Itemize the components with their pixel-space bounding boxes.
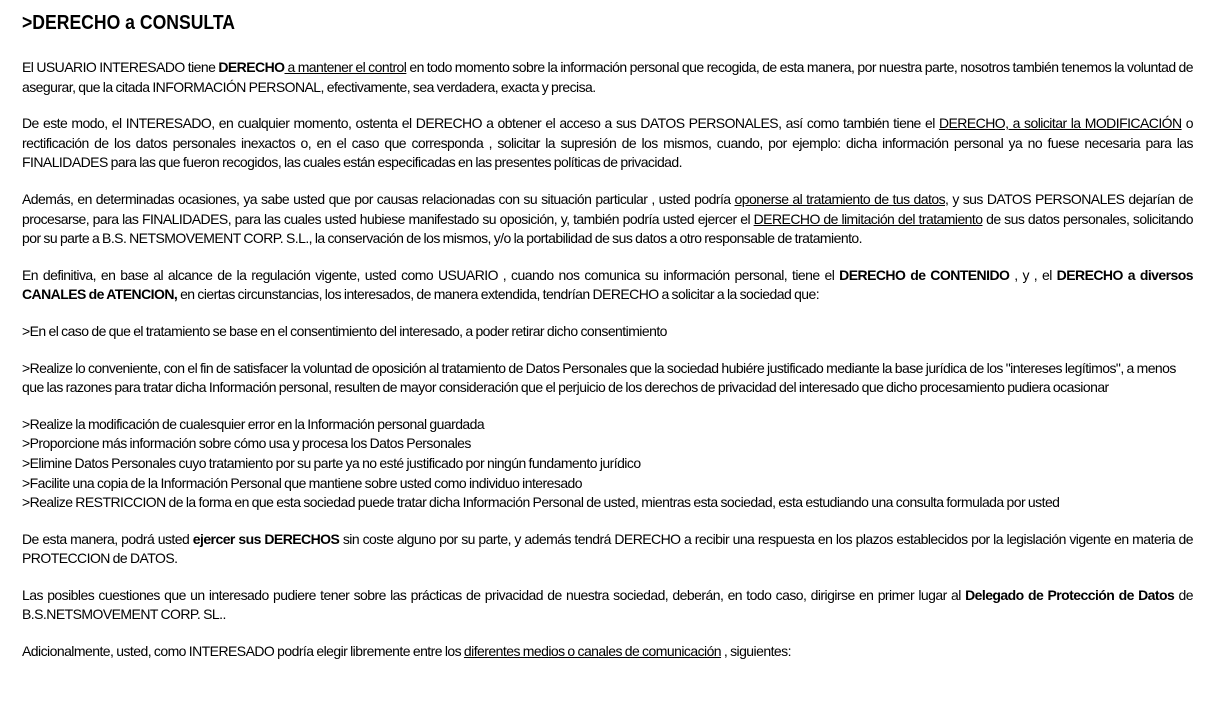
content-right-bold: DERECHO de CONTENIDO	[839, 266, 1010, 283]
paragraph-control: El USUARIO INTERESADO tiene DERECHO a mantener el control en todo momento sobre la información personal que recogida, de esta manera, por nuestra parte, nosotros también tenemos la voluntad de asegurar, que la citada INFORMACIÓN PERSONAL, efectivamente, sea verdadera, exacta y precisa.	[22, 59, 1194, 95]
paragraph-opposition: Además, en determinadas ocasiones, ya sabe usted que por causas relacionadas con su situación particular , usted podría oponerse al tratamiento de tus datos, y sus DATOS PERSONALES dejarían de procesarse, para las FINALIDADES, para las cuales usted hubiese manifestado su oposición, y, también podría usted ejercer el DERECHO de limitación del tratamiento de sus datos personales, solicitando por su parte a B.S. NETSMOVEMENT CORP. S.L., la conservación de los mismos, y/o la portabilidad de sus datos a otro responsable de tratamiento.	[22, 190, 1193, 247]
control-link[interactable]: a mantener el control	[284, 59, 407, 75]
list-item: >Proporcione más información sobre cómo usa y procesa los Datos Personales	[22, 435, 471, 452]
modification-link[interactable]: DERECHO, a solicitar la MODIFICACIÓN	[938, 115, 1182, 132]
paragraph-dpo: Las posibles cuestiones que un interesado pudiere tener sobre las prácticas de privacidad de nuestra sociedad, deberán, en todo caso, dirigirse en primer lugar al Delegado de Protección de Datos de B.S.NETSMOVEMENT CORP. SL..	[22, 586, 1193, 623]
dpo-bold: Delegado de Protección de Datos	[965, 586, 1175, 603]
paragraph-access: De este modo, el INTERESADO, en cualquier momento, ostenta el DERECHO a obtener el acceso a sus DATOS PERSONALES, así como también tiene el DERECHO, a solicitar la MODIFICACIÓN o rectificación de los datos personales inexactos o, en el caso que corresponda , solicitar la supresión de los mismos, cuando, por ejemplo: dicha información personal ya no fuese necesaria para las FINALIDADES para las que fueron recogidos, las cuales están especificadas en las presentes políticas de privacidad.	[22, 115, 1193, 171]
list-item: >Facilite una copia de la Información Personal que mantiene sobre usted como individuo interesado	[22, 474, 583, 491]
exercise-rights-bold: ejercer sus DERECHOS	[192, 530, 340, 547]
channels-right-bold: DERECHO a diversos CANALES de ATENCION,	[22, 266, 1194, 303]
paragraph-rights: En definitiva, en base al alcance de la regulación vigente, usted como USUARIO , cuando nos comunica su información personal, tiene el DERECHO de CONTENIDO , y , el DERECHO a diversos CANALES de ATENCION, en ciertas circunstancias, los interesados, de manera extendida, tendrían DERECHO a solicitar a la sociedad que:	[22, 266, 1194, 303]
list-item: >Realize la modificación de cualesquier error en la Información personal guardada	[22, 415, 485, 432]
channels-link[interactable]: diferentes medios o canales de comunicación	[463, 643, 722, 660]
paragraph-consent: >En el caso de que el tratamiento se base en el consentimiento del interesado, a poder retirar dicho consentimiento	[22, 322, 667, 339]
list-item: >Realize RESTRICCION de la forma en que esta sociedad puede tratar dicha Información Personal de usted, mientras esta sociedad, esta estudiando una consulta formulada por usted	[22, 494, 1060, 511]
derecho-bold: DERECHO	[218, 59, 285, 75]
paragraph-exercise: De esta manera, podrá usted ejercer sus DERECHOS sin coste alguno por su parte, y además tendrá DERECHO a recibir una respuesta en los plazos establecidos por la legislación vigente en materia de PROTECCION de DATOS.	[22, 530, 1193, 567]
opposition-link[interactable]: oponerse al tratamiento de tus datos	[734, 190, 946, 207]
list-item: >Elimine Datos Personales cuyo tratamiento por su parte ya no esté justificado por ningún fundamento jurídico	[22, 454, 641, 471]
paragraph-legitimate-interest: >Realize lo conveniente, con el fin de satisfacer la voluntad de oposición al tratamiento de Datos Personales que la sociedad hubiére justificado mediante la base jurídica de los "intereses legítimos", a menos que las razones para tratar dicha Información personal, resulten de mayor consideración que el perjuicio de los derechos de privacidad del interesado que dicho procesamiento pudiera ocasionar	[22, 359, 1176, 396]
page-title: >DERECHO a CONSULTA	[22, 12, 236, 34]
limitation-link[interactable]: DERECHO de limitación del tratamiento	[753, 210, 983, 227]
paragraph-channels: Adicionalmente, usted, como INTERESADO podría elegir libremente entre los diferentes medios o canales de comunicación , siguientes:	[22, 643, 791, 660]
request-list	[22, 415, 1193, 513]
